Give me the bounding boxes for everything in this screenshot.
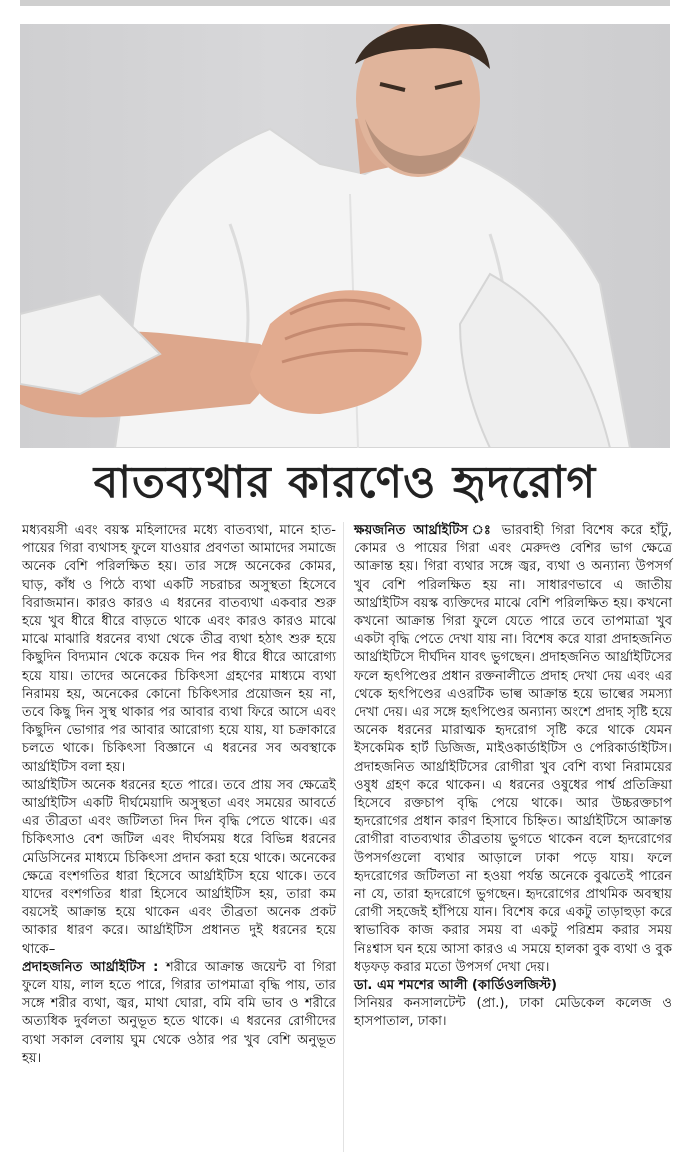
left-column (22, 522, 336, 1068)
inflammatory-arthritis-text: শরীরে আক্রান্ত জয়েন্ট বা গিরা ফুলে যায়, লাল হতে পারে, গিরার তাপমাত্রা বৃদ্ধি পায়, তার সঙ্গে শরীর ব্যথা, জ্বর, মাথা ঘোরা, বমি বমি ভাব ও শরীরে অত্যধিক দুর্বলতা অনুভূত হতে থাকে। এ ধরনের রোগীদের ব্যথা সকাল বেলায় ঘুম থেকে ওঠার পর খুব বেশি অনুভূত হয়। (22, 959, 337, 1066)
column-divider (343, 522, 344, 1152)
author-name (354, 977, 672, 995)
inflammatory-arthritis-paragraph (22, 959, 336, 1068)
author-title: সিনিয়র কনসালটেন্ট (প্রা.), ঢাকা মেডিকেল কলেজ ও হাসপাতাল, ঢাকা। (354, 996, 672, 1030)
degenerative-arthritis-heading: ক্ষয়জনিত আর্থ্রাইটিস ঃ (354, 523, 495, 538)
degenerative-arthritis-text: ভারবাহী গিরা বিশেষ করে হাঁটু, কোমর ও পায়ের গিরা এবং মেরুদণ্ড বেশির ভাগ ক্ষেত্রে আক্রান্ত হয়। গিরা ব্যথার সঙ্গে জ্বর, ব্যথা ও অন্যান্য উপসর্গ খুব বেশি পরিলক্ষিত হয় না। সাধারণভাবে এ জাতীয় আর্থ্রাইটিস বয়স্ক ব্যক্তিদের মাঝে বেশি পরিলক্ষিত হয়। কখনো কখনো আক্রান্ত গিরা ফুলে যেতে পারে তবে তাপমাত্রা খুব একটা বৃদ্ধি পেতে দেখা যায় না। বিশেষ করে যারা প্রদাহজনিত আর্থ্রাইটিসে দীর্ঘদিন যাবৎ ভুগছেন। প্রদাহজনিত আর্থ্রাইটিসের ফলে হৃৎপিণ্ডের প্রধান রক্তনালীতে প্রদাহ দেখা দেয় এবং এর থেকে হৃৎপিণ্ডের এওরটিক ভাল্ব আক্রান্ত হয়ে ভাল্বের সমস্যা দেখা দেয়। এর সঙ্গে হৃৎপিণ্ডের অন্যান্য অংশে প্রদাহ সৃষ্টি হয়ে অনেক ধরনের মারাত্মক হৃদরোগ সৃষ্টি করে থাকে যেমন ইসকেমিক হার্ট ডিজিজ, মাইওকার্ডাইটিস ও পেরিকার্ডাইটিস। প্রদাহজনিত আর্থ্রাইটিসের রোগীরা খুব বেশি ব্যথা নিরাময়ের ওষুধ গ্রহণ করে থাকেন। এ ধরনের ওষুধের পার্শ্ব প্রতিক্রিয়া হিসেবে রক্তচাপ বৃদ্ধি পেয়ে থাকে। আর উচ্চরক্তচাপ হৃদরোগের প্রধান কারণ হিসাবে চিহ্নিত। আর্থ্রাইটিসে আক্রান্ত রোগীরা বাতব্যথার তীব্রতায় ভুগতে থাকেন বলে হৃদরোগের উপসর্গগুলো ব্যথার আড়ালে ঢাকা পড়ে যায়। ফলে হৃদরোগের জটিলতা না হওয়া পর্যন্ত অনেকে বুঝতেই পারেন না যে, তারা হৃদরোগে ভুগছেন। হৃদরোগের প্রাথমিক অবস্থায় রোগী সহজেই হাঁপিয়ে যান। বিশেষ করে একটু তাড়াহুড়া করে স্বাভাবিক কাজ করার সময় বা একটু পরিশ্রম করার সময় নিঃশ্বাস ঘন হয়ে আসা কারও এ সময়ে হালকা বুক ব্যথা ও বুক ধড়ফড় করার মতো উপসর্গ দেখা দেয়। (354, 523, 672, 975)
inflammatory-arthritis-heading: প্রদাহজনিত আর্থ্রাইটিস : (22, 959, 159, 975)
article-headline: বাতব্যথার কারণেও হৃদরোগ (93, 457, 597, 508)
degenerative-arthritis-paragraph (354, 522, 672, 977)
arthritis-types-paragraph: আর্থ্রাইটিস অনেক ধরনের হতে পারে। তবে প্রায় সব ক্ষেত্রেই আর্থ্রাইটিস একটি দীর্ঘমেয়াদি অসুস্থতা এবং সময়ের আবর্তে এর তীব্রতা এবং জটিলতা দিন দিন বৃদ্ধি পেতে থাকে। এর চিকিৎসাও বেশ জটিল এবং দীর্ঘসময় ধরে বিভিন্ন ধরনের মেডিসিনের মাধ্যমে চিকিৎসা প্রদান করা হয়ে থাকে। অনেকের ক্ষেত্রে বংশগতির ধারা হিসেবে আর্থ্রাইটিস হয়ে থাকে। তবে যাদের বংশগতির ধারা হিসেবে আর্থ্রাইটিস হয়, তারা কম বয়সেই আক্রান্ত হয়ে থাকেন এবং তীব্রতা অনেক প্রকট আকার ধারণ করে। আর্থ্রাইটিস প্রধানত দুই ধরনের হয়ে থাকে– (22, 777, 336, 957)
top-divider (20, 0, 670, 6)
author-name-text: ডা. এম শমশের আলী (কার্ডিওলজিস্ট) (354, 978, 557, 994)
intro-paragraph: মধ্যবয়সী এবং বয়স্ক মহিলাদের মধ্যে বাতব্যথা, মানে হাত-পায়ের গিরা ব্যথাসহ ফুলে যাওয়ার প্রবণতা আমাদের সমাজে অনেক বেশি পরিলক্ষিত হয়। তার সঙ্গে অনেকের কোমর, ঘাড়, কাঁধ ও পিঠে ব্যথা একটি সচরাচর অসুস্থতা হিসেবে বিরাজমান। কারও কারও এ ধরনের বাতব্যথা একবার শুরু হয়ে খুব ধীরে ধীরে বাড়তে থাকে এবং কারও কারও মাঝে মাঝে মাঝারি ধরনের ব্যথা থেকে তীব্র ব্যথা হঠাৎ শুরু হয়ে কিছুদিন বিদ্যমান থেকে কয়েক দিন পর ধীরে ধীরে আরোগ্য হয়ে যায়। তাদের অনেকের চিকিৎসা গ্রহণের মাধ্যমে ব্যথা নিরাময় হয়, অনেকের কোনো চিকিৎসার প্রয়োজন হয় না, তবে কিছু দিন সুস্থ থাকার পর আবার ব্যথা ফিরে আসে এবং কিছুদিন ভোগার পর আবার আরোগ্য হয়ে যায়, যা চক্রাকারে চলতে থাকে। চিকিৎসা বিজ্ঞানে এ ধরনের সব অবস্থাকে আর্থ্রাইটিস বলা হয়। (22, 523, 336, 775)
right-column (354, 522, 672, 1032)
man-clutching-chest-illustration (20, 24, 670, 448)
article-photo (20, 24, 670, 448)
